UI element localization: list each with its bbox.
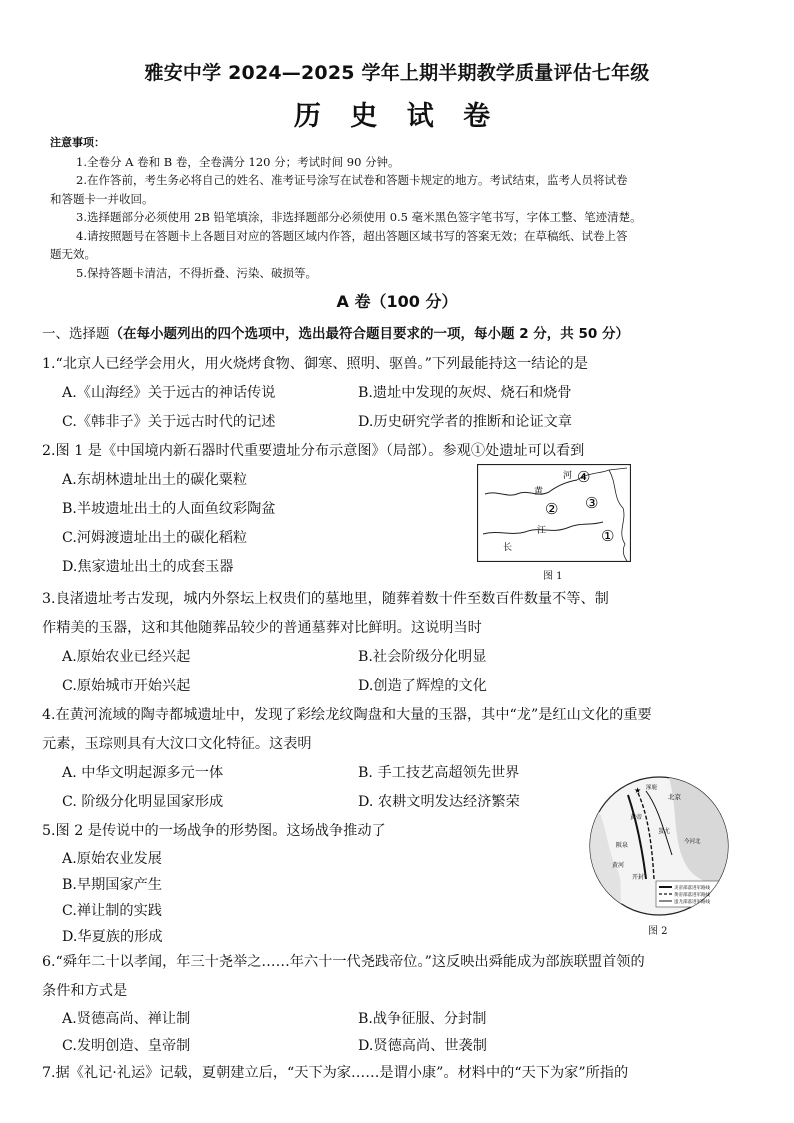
question-1-stem: 1.“北京人已经学会用火，用火烧烤食物、御寒、照明、驱兽。”下列最能持这一结论的是 xyxy=(42,356,588,372)
question-6-stem-line-2: 条件和方式是 xyxy=(42,983,128,999)
site-marker-1: ① xyxy=(601,527,615,545)
figure-1-caption: 图 1 xyxy=(543,571,563,582)
question-2-option-c: C.河姆渡遗址出土的碳化稻粒 xyxy=(62,530,248,546)
notice-block xyxy=(50,134,750,282)
question-4-option-a: A. 中华文明起源多元一体 xyxy=(62,765,224,781)
question-3-stem-line-2: 作精美的玉器，这和其他随葬品较少的普通墓葬对比鲜明。这说明当时 xyxy=(42,620,482,636)
exam-title: 雅安中学 2024—2025 学年上期半期教学质量评估七年级 xyxy=(144,62,650,84)
question-1-option-d: D.历史研究学者的推断和论证文章 xyxy=(358,414,573,430)
question-2-option-b: B.半坡遗址出土的人面鱼纹彩陶盆 xyxy=(62,501,276,517)
question-1-option-a: A.《山海经》关于远古的神话传说 xyxy=(62,385,276,401)
map-label-jiang: 江 xyxy=(537,526,547,536)
question-6-option-b: B.战争征服、分封制 xyxy=(358,1011,487,1027)
notice-item: 和答题卡一并收回。 xyxy=(50,191,154,206)
notice-item: 5.保持答题卡清洁，不得折叠、污染、破损等。 xyxy=(76,265,317,280)
question-2-option-a: A.东胡林遗址出土的碳化粟粒 xyxy=(62,472,248,488)
question-4-option-d: D. 农耕文明发达经济繁荣 xyxy=(358,794,520,810)
question-6-stem-line-1: 6.“舜年二十以孝闻，年三十尧举之……年六十一代尧践帝位。”这反映出舜能成为部族联盟首领的 xyxy=(42,954,645,970)
question-2-option-d: D.焦家遗址出土的成套玉器 xyxy=(62,559,234,575)
section-label: 一、选择题 xyxy=(42,326,110,342)
section-heading xyxy=(42,322,629,342)
question-7-stem: 7.据《礼记·礼运》记载，夏朝建立后，“天下为家……是谓小康”。材料中的“天下为家”所指的 xyxy=(42,1065,629,1081)
fig2-label-kaifeng: 开封 xyxy=(632,874,645,881)
notice-item: 4.请按照题号在答题卡上各题目对应的答题区域内作答，超出答题区域书写的答案无效；在草稿纸、试卷上答 xyxy=(76,228,628,243)
question-3-stem-line-1: 3.良渚遗址考古发现，城内外祭坛上权贵们的墓地里，随葬着数十件至数百件数量不等、制 xyxy=(42,591,609,607)
fig2-label-huanghe: 黄河 xyxy=(612,862,625,869)
question-2-stem: 2.图 1 是《中国境内新石器时代重要遗址分布示意图》（局部）。参观①处遗址可以看到 xyxy=(42,443,585,459)
notice-heading: 注意事项： xyxy=(50,136,105,149)
question-1-option-c: C.《韩非子》关于远古时代的记述 xyxy=(62,414,276,430)
question-6-option-a: A.贤德高尚、禅让制 xyxy=(62,1011,191,1027)
notice-item: 1.全卷分 A 卷和 B 卷，全卷满分 120 分；考试时间 90 分钟。 xyxy=(76,154,400,169)
question-5-stem: 5.图 2 是传说中的一场战争的形势图。这场战争推动了 xyxy=(42,823,386,839)
fig2-label-hebei: 今河北 xyxy=(684,839,701,845)
question-3-option-b: B.社会阶级分化明显 xyxy=(358,649,487,665)
fig2-label-banquan: 阪泉 xyxy=(616,842,629,849)
question-4-stem-line-1: 4.在黄河流域的陶寺都城遗址中，发现了彩绘龙纹陶盘和大量的玉器，其中“龙”是红山文化的重要 xyxy=(42,707,652,723)
figure-1-map xyxy=(477,464,631,562)
section-instruction: （在每小题列出的四个选项中，选出最符合题目要求的一项，每小题 2 分，共 50 分） xyxy=(109,326,629,342)
legend-text-1: 炎帝部落进军路线 xyxy=(674,886,710,891)
legend-text-2: 黄帝部落进军路线 xyxy=(674,893,710,898)
question-6-option-d: D.贤德高尚、世袭制 xyxy=(358,1038,487,1054)
notice-item: 3.选择题部分必须使用 2B 铅笔填涂，非选择题部分必须使用 0.5 毫米黑色签字笔书写，字体工整、笔迹清楚。 xyxy=(76,210,642,224)
notice-item: 2.在作答前，考生务必将自己的姓名、准考证号涂写在试卷和答题卡规定的地方。考试结束，监考人员将试卷 xyxy=(76,173,628,187)
site-marker-4: ④ xyxy=(577,468,591,486)
notice-item: 题无效。 xyxy=(50,247,96,261)
question-5-option-a: A.原始农业发展 xyxy=(62,851,162,867)
volume-title: A 卷（100 分） xyxy=(336,292,458,311)
fig2-label-beijing: 北京 xyxy=(668,793,681,801)
question-5-option-c: C.禅让制的实践 xyxy=(62,903,162,919)
question-4-option-b: B. 手工技艺高超领先世界 xyxy=(358,765,520,781)
question-6-option-c: C.发明创造、皇帝制 xyxy=(62,1038,191,1054)
question-4-stem-line-2: 元素，玉琮则具有大汶口文化特征。这表明 xyxy=(42,736,312,752)
question-5-option-b: B.早期国家产生 xyxy=(62,877,163,893)
question-3-option-c: C.原始城市开始兴起 xyxy=(62,678,191,694)
question-3-option-d: D.创造了辉煌的文化 xyxy=(358,678,487,694)
map-star-icon: ★ xyxy=(634,786,642,795)
question-4-option-c: C. 阶级分化明显国家形成 xyxy=(62,794,224,810)
figure-2-caption: 图 2 xyxy=(648,926,668,937)
figure-2-map xyxy=(588,775,730,919)
map-label-huang: 黄 xyxy=(534,487,544,497)
fig2-label-chiyou: 蚩尤 xyxy=(658,828,671,835)
site-marker-3: ③ xyxy=(585,494,599,512)
site-marker-2: ② xyxy=(545,500,559,518)
map-label-he: 河 xyxy=(563,471,573,481)
question-3-option-a: A.原始农业已经兴起 xyxy=(62,649,191,665)
question-1-option-b: B.遗址中发现的灰烬、烧石和烧骨 xyxy=(358,385,572,401)
fig2-label-zhuolu: 涿鹿 xyxy=(646,785,658,791)
map-label-chang: 长 xyxy=(503,543,513,553)
legend-text-3: 蚩尤部落进军路线 xyxy=(674,900,710,905)
question-5-option-d: D.华夏族的形成 xyxy=(62,929,163,945)
fig2-label-huangdi: 黄帝 xyxy=(630,814,643,821)
exam-subtitle: 历 史 试 卷 xyxy=(293,101,501,132)
